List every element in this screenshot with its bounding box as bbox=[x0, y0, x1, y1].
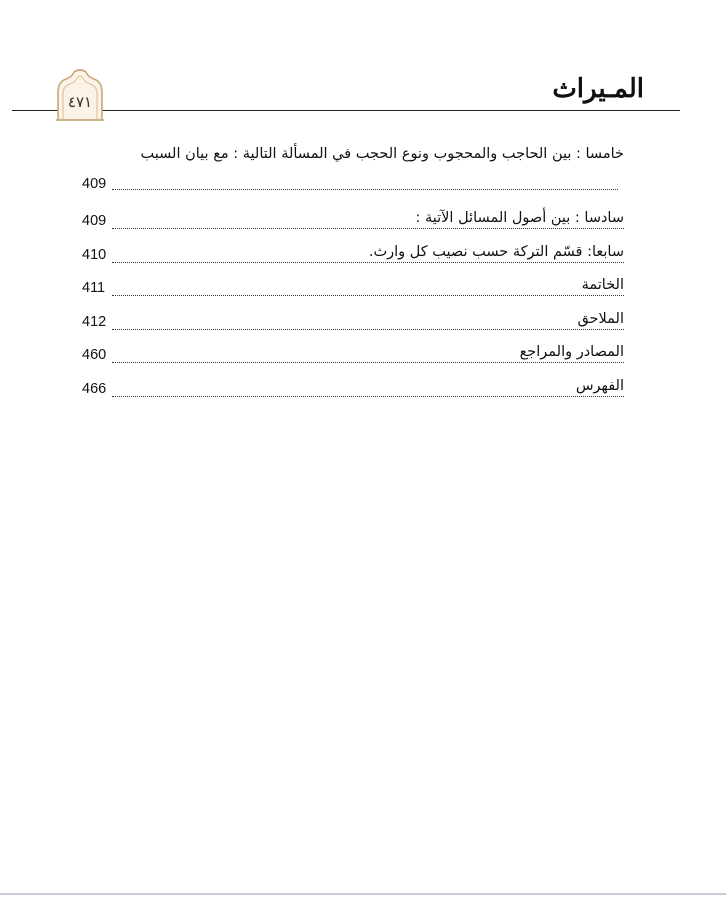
toc-entry bbox=[82, 146, 624, 176]
toc-entry-title: سابعا: قسّم التركة حسب نصيب كل وارث. bbox=[368, 243, 624, 260]
page-bottom-edge bbox=[0, 893, 726, 895]
dot-leader bbox=[112, 392, 624, 397]
toc-entry-title: الفهرس bbox=[575, 377, 624, 394]
toc-entry bbox=[82, 277, 624, 311]
header-rule bbox=[12, 110, 680, 111]
toc-entry bbox=[82, 378, 624, 412]
page-header bbox=[12, 62, 680, 118]
toc-entry-page: 412 bbox=[82, 313, 107, 330]
toc-entry-page: 460 bbox=[82, 347, 107, 363]
dot-leader bbox=[112, 291, 624, 296]
dot-leader bbox=[112, 325, 624, 330]
toc-entry bbox=[82, 344, 624, 378]
toc-entry bbox=[82, 210, 624, 244]
dot-leader bbox=[112, 185, 618, 190]
toc-entry-title: سادسا : بين أصول المسائل الآتية : bbox=[415, 210, 624, 226]
toc-entry-page: 409 bbox=[82, 176, 107, 192]
toc-entry-title: المصادر والمراجع bbox=[519, 344, 624, 360]
toc-entry bbox=[82, 176, 624, 210]
toc-entry-title: خامسا : بين الحاجب والمحجوب ونوع الحجب في المسألة التالية : مع بيان السبب bbox=[140, 146, 624, 162]
toc-entry-title: الخاتمة bbox=[581, 277, 624, 293]
toc-entry-page: 409 bbox=[82, 213, 107, 229]
toc-entry-page: 466 bbox=[82, 380, 107, 397]
toc-entry-title: الملاحق bbox=[577, 310, 624, 327]
page-number: ٤٧١ bbox=[67, 93, 93, 111]
page-number-frame bbox=[54, 68, 106, 122]
toc-entry bbox=[82, 244, 624, 278]
toc-entry-page: 410 bbox=[82, 246, 107, 263]
toc-entry bbox=[82, 311, 624, 345]
running-title: المـيراث bbox=[552, 74, 644, 104]
toc-entry-page: 411 bbox=[82, 280, 106, 296]
table-of-contents bbox=[82, 146, 624, 411]
